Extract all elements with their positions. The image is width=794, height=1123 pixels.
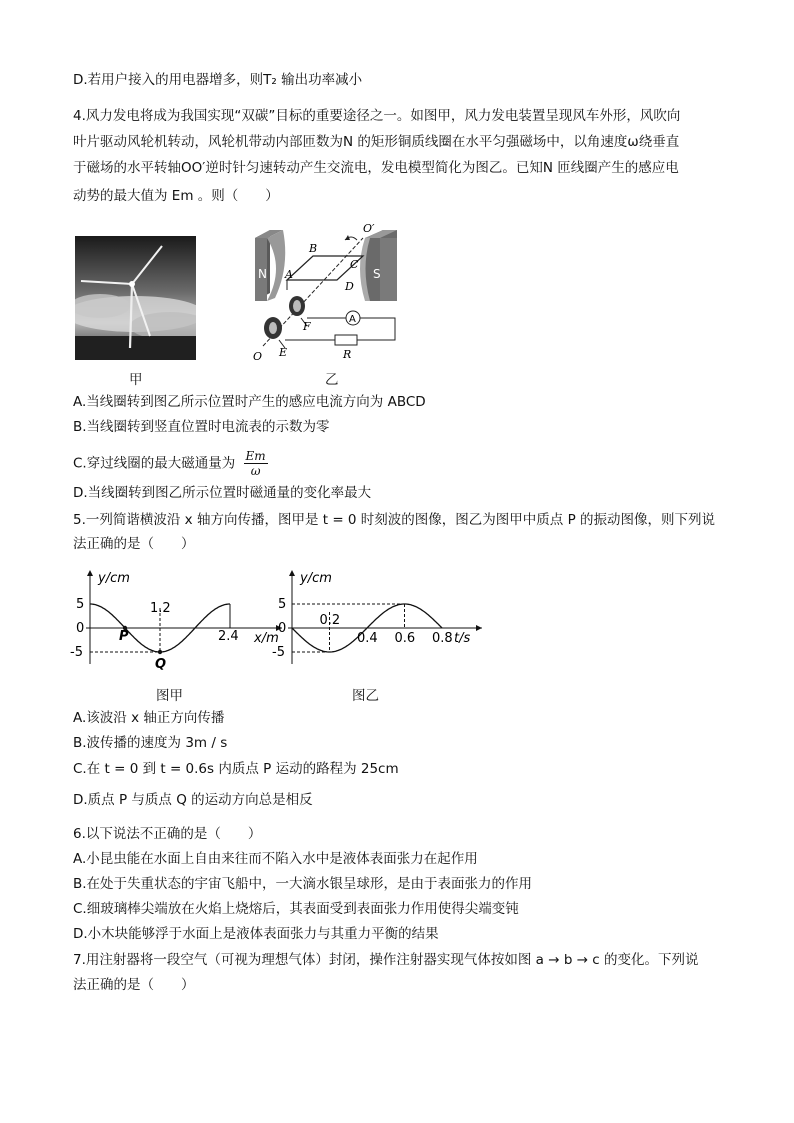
q6-option-b: B.在处于失重状态的宇宙飞船中，一大滴水银呈球形，是由于表面张力的作用 <box>73 876 533 892</box>
q5-option-b: B.波传播的速度为 3m / s <box>73 735 228 751</box>
y-axis-label: y/cm <box>300 571 332 586</box>
option-d-prev: D.若用户接入的用电器增多，则T₂ 输出功率减小 <box>73 72 363 88</box>
y-axis-label: y/cm <box>98 571 130 586</box>
q5-option-c: C.在 t = 0 到 t = 0.6s 内质点 P 运动的路程为 25cm <box>73 761 399 777</box>
q4-option-c-text: C.穿过线圈的最大磁通量为 <box>73 455 236 472</box>
x-axis-arrow <box>476 625 482 631</box>
x-tick-label: 2.4 <box>218 629 239 644</box>
magnet-s-label: S <box>373 267 381 281</box>
x-axis-label: t/s <box>454 631 471 646</box>
q4-stem-1: 4.风力发电将成为我国实现“双碳”目标的重要途径之一。如图甲，风力发电装置呈现风车外形，风吹向 <box>73 108 681 124</box>
q4-option-c <box>73 449 268 478</box>
q6-stem: 6.以下说法不正确的是（ ） <box>73 826 262 842</box>
wave-graph-jia <box>70 562 285 674</box>
y-axis-arrow <box>87 570 93 576</box>
y-tick-label: 5 <box>76 597 85 612</box>
q6-option-c: C.细玻璃棒尖端放在火焰上烧熔后，其表面受到表面张力作用使得尖端变钝 <box>73 901 519 917</box>
x-tick-label: 0.8 <box>432 631 453 646</box>
fraction-denominator: ω <box>250 464 261 478</box>
y-axis-arrow <box>289 570 295 576</box>
magnet-n-label: N <box>258 267 267 281</box>
caption-tujia: 图甲 <box>156 688 183 704</box>
x-tick-label: 0.6 <box>394 631 416 646</box>
caption-tuyi: 图乙 <box>352 688 379 704</box>
point-p-label: P <box>119 629 129 644</box>
caption-yi: 乙 <box>325 372 339 388</box>
q5-option-d: D.质点 P 与质点 Q 的运动方向总是相反 <box>73 792 313 808</box>
y-tick-label: 0 <box>278 621 287 636</box>
wind-turbine-photo <box>75 236 196 360</box>
label-d: D <box>345 280 354 293</box>
label-o-prime: O′ <box>363 222 375 235</box>
q5-stem-2: 法正确的是（ ） <box>73 536 195 552</box>
q4-stem-2: 叶片驱动风轮机转动，风轮机带动内部匝数为N 的矩形铜质线圈在水平匀强磁场中，以角速度ω绕垂直 <box>73 134 680 150</box>
q5-stem-1: 5.一列简谐横波沿 x 轴方向传播，图甲是 t = 0 时刻波的图像，图乙为图甲中质点 P 的振动图像，则下列说 <box>73 512 716 528</box>
y-tick-label: 0 <box>76 621 85 636</box>
point-q-label: Q <box>155 657 167 672</box>
label-b: B <box>309 242 318 255</box>
ammeter-label: A <box>349 314 356 325</box>
q7-stem-1: 7.用注射器将一段空气（可视为理想气体）封闭，操作注射器实现气体按如图 a → b → c 的变化。下列说 <box>73 952 699 968</box>
x-tick-label: 0.4 <box>357 631 378 646</box>
label-f: F <box>303 320 311 333</box>
x-tick-label: 1.2 <box>150 601 171 616</box>
label-a: A <box>285 268 293 281</box>
label-c: C <box>350 258 359 271</box>
label-r: R <box>343 348 352 361</box>
label-e: E <box>279 346 288 359</box>
q4-stem-3: 于磁场的水平转轴OO′逆时针匀速转动产生交流电，发电模型简化为图乙。已知N 匝线圈产生的感应电 <box>73 160 679 176</box>
q5-option-a: A.该波沿 x 轴正方向传播 <box>73 710 225 726</box>
q6-option-d: D.小木块能够浮于水面上是液体表面张力与其重力平衡的结果 <box>73 926 439 942</box>
q4-option-a: A.当线圈转到图乙所示位置时产生的感应电流方向为 ABCD <box>73 394 426 410</box>
label-o: O <box>253 350 263 363</box>
q6-option-a: A.小昆虫能在水面上自由来往而不陷入水中是液体表面张力在起作用 <box>73 851 478 867</box>
caption-jia: 甲 <box>129 372 143 388</box>
vibration-graph-yi <box>272 562 492 674</box>
q4-stem-4: 动势的最大值为 Em 。则（ ） <box>73 188 279 204</box>
fraction <box>244 449 268 478</box>
q4-option-d: D.当线圈转到图乙所示位置时磁通量的变化率最大 <box>73 485 372 501</box>
y-tick-label: -5 <box>272 645 285 660</box>
x-tick-label: 0.2 <box>319 613 341 628</box>
fraction-numerator: Em <box>245 449 266 463</box>
q7-stem-2: 法正确的是（ ） <box>73 977 195 993</box>
y-tick-label: -5 <box>70 645 83 660</box>
y-tick-label: 5 <box>278 597 287 612</box>
x-axis-label: x/m <box>254 631 279 646</box>
q4-option-b: B.当线圈转到竖直位置时电流表的示数为零 <box>73 419 330 435</box>
generator-diagram <box>245 218 405 366</box>
point-q <box>158 650 162 654</box>
